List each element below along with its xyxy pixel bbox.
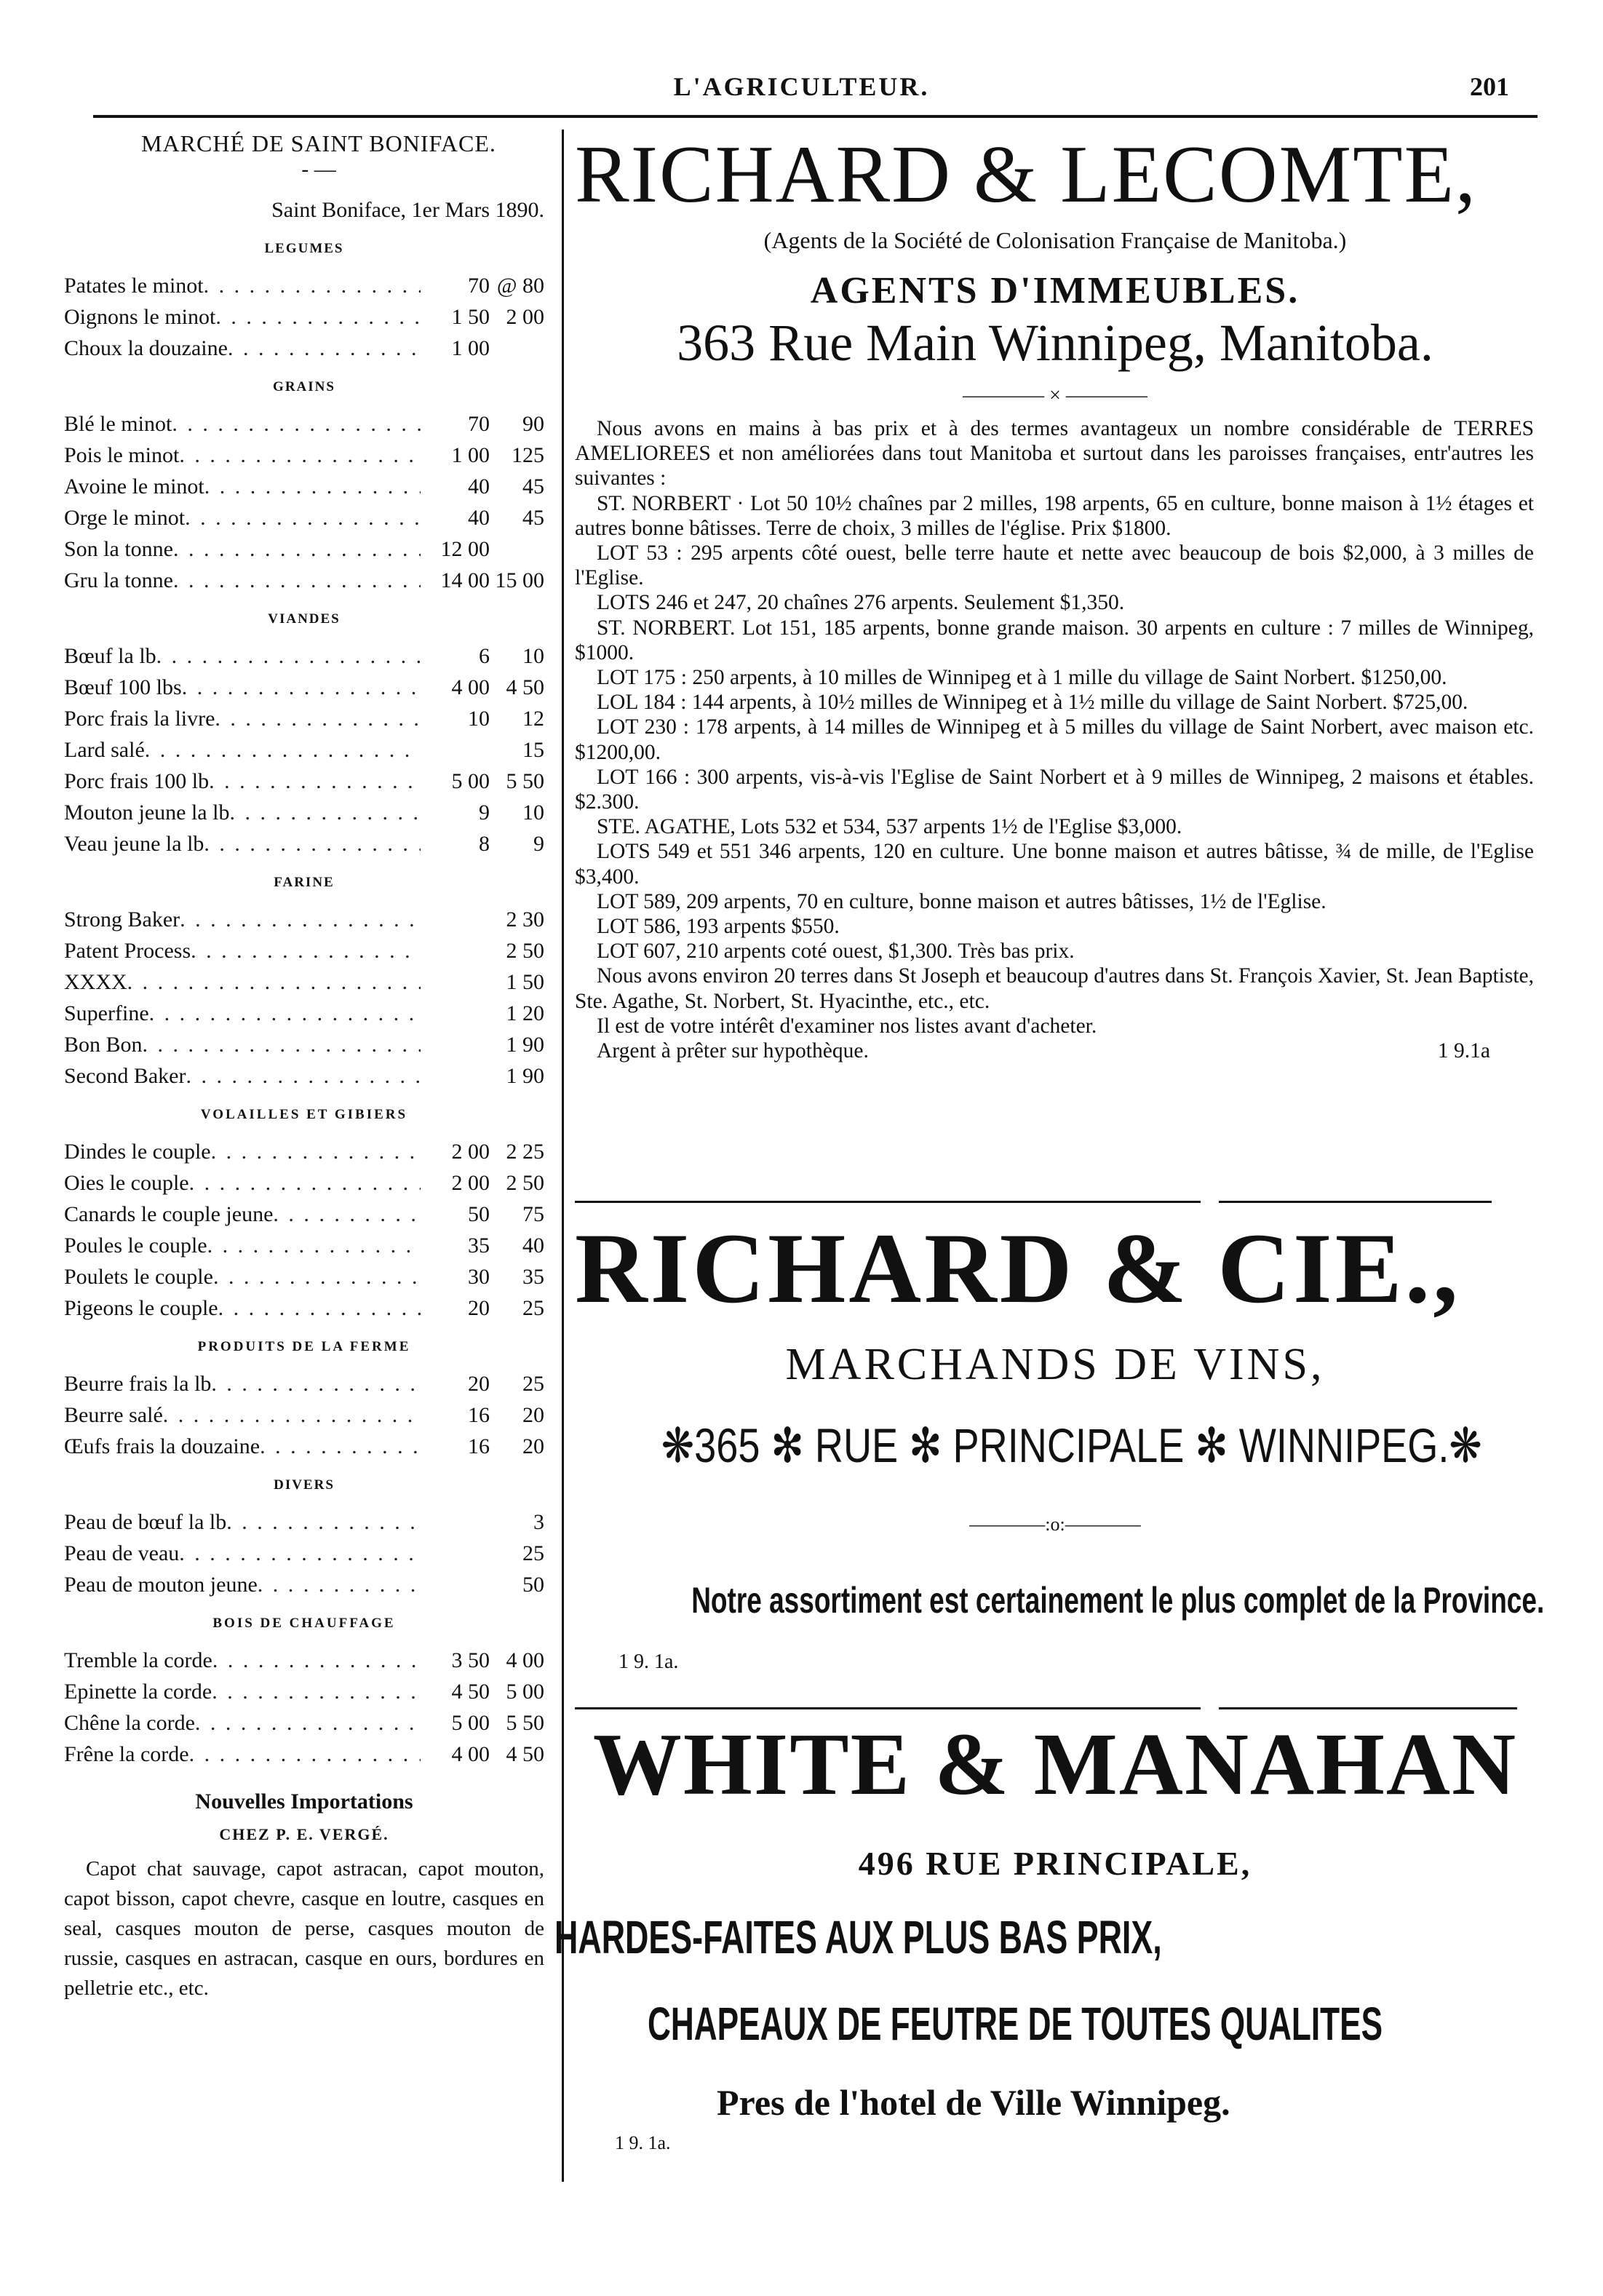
- price-low: 35: [468, 1234, 490, 1258]
- price-row: [64, 1707, 544, 1739]
- leader-dots: [179, 440, 421, 471]
- item-label: Poules le couple: [64, 1234, 207, 1258]
- listing-paragraph: ST. NORBERT. Lot 151, 185 arpents, bonne grande maison. 30 arpents en culture : 7 milles de Winnipeg, $1000.: [575, 616, 1534, 664]
- item-label: Beurre frais la lb: [64, 1372, 212, 1396]
- listing-paragraph: LOT 166 : 300 arpents, vis-à-vis l'Eglise de Saint Norbert et à 9 milles de Winnipeg, 2 maisons et étables. $2.300.: [575, 765, 1534, 814]
- item-label: Orge le minot: [64, 506, 186, 530]
- price-low: 40: [468, 474, 490, 498]
- listing-paragraph: LOT 53 : 295 arpents côté ouest, belle terre haute et nette avec beaucoup de bois $2,000, à 3 milles de l'Eglise.: [575, 541, 1534, 590]
- price-high: 1 20: [506, 1001, 544, 1025]
- price-high: 90: [522, 412, 544, 436]
- section-heading: BOIS DE CHAUFFAGE: [212, 1616, 396, 1631]
- price-high: 2 50: [506, 1171, 544, 1195]
- ad-separator: ————:o:————: [969, 1514, 1141, 1535]
- price-high: 2 50: [506, 939, 544, 963]
- price-row: [64, 408, 544, 440]
- item-label: Lard salé: [64, 738, 145, 762]
- ad-separator: ———— × ————: [963, 384, 1147, 407]
- price-high: 25: [522, 1372, 544, 1396]
- price-row: [64, 1569, 544, 1600]
- price-row: [64, 1645, 544, 1676]
- imports-subtitle: CHEZ P. E. VERGÉ.: [219, 1825, 389, 1843]
- price-low: 6: [479, 644, 490, 668]
- leader-dots: [211, 1368, 421, 1399]
- price-row: [64, 640, 544, 672]
- price-row: [64, 1739, 544, 1770]
- leader-dots: [127, 966, 421, 998]
- price-low: 16: [468, 1403, 490, 1427]
- ad-reference: 1 9. 1a.: [615, 2132, 671, 2153]
- leader-dots: [195, 1707, 421, 1739]
- price-sections: [64, 233, 544, 1770]
- item-label: XXXX: [64, 970, 127, 994]
- leader-dots: [215, 301, 421, 333]
- price-row: [64, 1399, 544, 1431]
- item-label: Frêne la corde: [64, 1742, 189, 1766]
- market-column: [64, 128, 544, 2003]
- price-row: [64, 828, 544, 859]
- header-rule: [93, 115, 1538, 118]
- price-high: 10: [522, 644, 544, 668]
- price-row: [64, 471, 544, 502]
- listing-paragraph: LOL 184 : 144 arpents, à 10½ milles de Winnipeg et à 1½ mille du village de Saint Norbert. $725,00.: [597, 691, 1468, 715]
- item-label: Second Baker: [64, 1064, 186, 1088]
- leader-dots: [189, 1167, 421, 1199]
- item-label: Blé le minot: [64, 412, 172, 436]
- price-high: 5 00: [506, 1680, 544, 1704]
- price-high: 4 50: [506, 675, 544, 699]
- price-row: [64, 1199, 544, 1230]
- market-dash: - —: [301, 157, 336, 181]
- ad-white-manahan-address: 496 RUE PRINCIPALE,: [858, 1845, 1252, 1882]
- price-low: 1 50: [451, 305, 490, 329]
- listing-paragraph: LOT 589, 209 arpents, 70 en culture, bonne maison et autres bâtisses, 1½ de l'Eglise.: [597, 889, 1326, 913]
- leader-dots: [273, 1199, 421, 1230]
- price-high: 75: [522, 1202, 544, 1226]
- item-label: Superfine: [64, 1001, 149, 1025]
- price-low: 70: [468, 274, 490, 298]
- price-high: 1 90: [506, 1064, 544, 1088]
- item-label: Son la tonne: [64, 537, 173, 561]
- item-label: Porc frais la livre: [64, 707, 215, 731]
- leader-dots: [149, 998, 421, 1029]
- price-high: 20: [522, 1434, 544, 1458]
- price-high: 2 25: [506, 1140, 544, 1164]
- item-label: Chêne la corde: [64, 1711, 195, 1735]
- price-low: 40: [468, 506, 490, 530]
- price-row: [64, 1136, 544, 1167]
- section-heading: LEGUMES: [264, 241, 344, 256]
- section-heading: VOLAILLES ET GIBIERS: [200, 1107, 408, 1122]
- section-heading: DIVERS: [274, 1477, 335, 1493]
- item-label: Oies le couple: [64, 1171, 189, 1195]
- price-low: 4 00: [451, 675, 490, 699]
- item-label: Porc frais 100 lb: [64, 769, 210, 793]
- ad-richard-cie-title: RICHARD & CIE.,: [575, 1212, 1461, 1324]
- price-high: 2 30: [506, 907, 544, 931]
- price-row: [64, 1506, 544, 1538]
- ad-listings: [575, 416, 1534, 1038]
- price-low: 3 50: [451, 1648, 490, 1672]
- leader-dots: [204, 471, 421, 502]
- column-divider: [562, 130, 564, 2182]
- leader-dots: [156, 640, 421, 672]
- price-low: 5 00: [451, 769, 490, 793]
- item-label: Dindes le couple: [64, 1140, 211, 1164]
- price-row: [64, 1538, 544, 1569]
- item-label: Bœuf la lb: [64, 644, 156, 668]
- price-high: @ 80: [496, 274, 544, 298]
- ad-richard-lecomte-address: 363 Rue Main Winnipeg, Manitoba.: [677, 314, 1433, 372]
- market-date: Saint Boniface, 1er Mars 1890.: [271, 198, 544, 222]
- item-label: Bœuf 100 lbs: [64, 675, 182, 699]
- price-row: [64, 935, 544, 966]
- price-row: [64, 1029, 544, 1060]
- price-high: 9: [533, 832, 544, 856]
- price-high: 125: [512, 443, 544, 467]
- leader-dots: [173, 565, 421, 596]
- price-low: 2 00: [451, 1171, 490, 1195]
- ad-white-manahan-line2: CHAPEAUX DE FEUTRE DE TOUTES QUALITES: [648, 1998, 1383, 2050]
- leader-dots: [215, 703, 421, 734]
- price-low: 20: [468, 1296, 490, 1320]
- leader-dots: [212, 1676, 421, 1707]
- price-high: 45: [522, 506, 544, 530]
- listing-paragraph: LOTS 246 et 247, 20 chaînes 276 arpents. Seulement $1,350.: [597, 591, 1125, 615]
- price-high: 15 00: [495, 568, 544, 592]
- leader-dots: [228, 333, 421, 364]
- listing-paragraph: Nous avons environ 20 terres dans St Joseph et beaucoup d'autres dans St. François Xavier, St. Jean Baptiste, Ste. Agathe, St. Norbert, St. Hyacinthe, etc., etc.: [575, 964, 1534, 1013]
- leader-dots: [189, 1739, 421, 1770]
- leader-dots: [209, 766, 421, 797]
- price-low: 14 00: [440, 568, 490, 592]
- price-high: 50: [522, 1573, 544, 1597]
- ad-rule: [575, 1707, 1201, 1709]
- price-row: [64, 797, 544, 828]
- price-low: 10: [468, 707, 490, 731]
- item-label: Peau de bœuf la lb: [64, 1510, 227, 1534]
- price-low: 1 00: [451, 336, 490, 360]
- item-label: Veau jeune la lb: [64, 832, 204, 856]
- price-row: [64, 1167, 544, 1199]
- ad-rule: [575, 1201, 1201, 1203]
- ad-white-manahan-line3: Pres de l'hotel de Ville Winnipeg.: [717, 2082, 1230, 2123]
- price-row: [64, 1292, 544, 1324]
- leader-dots: [145, 734, 421, 766]
- leader-dots: [185, 502, 421, 533]
- item-label: Bon Bon: [64, 1033, 143, 1057]
- price-high: 20: [522, 1403, 544, 1427]
- price-row: [64, 333, 544, 364]
- item-label: Poulets le couple: [64, 1265, 213, 1289]
- listing-paragraph: ST. NORBERT · Lot 50 10½ chaînes par 2 milles, 198 arpents, 65 en culture, bonne maison à 1½ étages et autres bonne bâtisses. Terre de choix, 3 milles de l'église. Prix $1800.: [575, 491, 1534, 540]
- price-row: [64, 1676, 544, 1707]
- price-high: 15: [522, 738, 544, 762]
- leader-dots: [182, 672, 421, 703]
- item-label: Mouton jeune la lb: [64, 801, 230, 825]
- price-low: 1 00: [451, 443, 490, 467]
- price-high: 25: [522, 1541, 544, 1565]
- price-row: [64, 966, 544, 998]
- leader-dots: [204, 270, 421, 301]
- price-low: 12 00: [440, 537, 490, 561]
- price-high: 5 50: [506, 1711, 544, 1735]
- price-high: 3: [533, 1510, 544, 1534]
- item-label: Patent Process: [64, 939, 191, 963]
- leader-dots: [226, 1506, 421, 1538]
- price-row: [64, 1368, 544, 1399]
- leader-dots: [186, 1060, 421, 1092]
- price-row: [64, 734, 544, 766]
- price-low: 8: [479, 832, 490, 856]
- leader-dots: [163, 1399, 421, 1431]
- price-row: [64, 904, 544, 935]
- ad-richard-lecomte-body: [575, 416, 1534, 1063]
- leader-dots: [173, 533, 421, 565]
- price-high: 4 00: [506, 1648, 544, 1672]
- price-high: 25: [522, 1296, 544, 1320]
- listing-paragraph: LOT 607, 210 arpents coté ouest, $1,300. Très bas prix.: [597, 940, 1075, 964]
- leader-dots: [172, 408, 421, 440]
- price-high: 45: [522, 474, 544, 498]
- leader-dots: [218, 1292, 421, 1324]
- ad-richard-lecomte-heading: AGENTS D'IMMEUBLES.: [810, 270, 1300, 311]
- price-low: 16: [468, 1434, 490, 1458]
- ad-reference: 1 9. 1a.: [618, 1651, 679, 1673]
- price-low: 4 00: [451, 1742, 490, 1766]
- price-row: [64, 301, 544, 333]
- imports-title: Nouvelles Importations: [195, 1789, 413, 1814]
- item-label: Œufs frais la douzaine: [64, 1434, 260, 1458]
- ad-footer-line: [575, 1038, 1534, 1063]
- listing-paragraph: STE. AGATHE, Lots 532 et 534, 537 arpents 1½ de l'Eglise $3,000.: [597, 815, 1182, 839]
- price-high: 1 50: [506, 970, 544, 994]
- price-low: 30: [468, 1265, 490, 1289]
- leader-dots: [258, 1569, 421, 1600]
- leader-dots: [260, 1431, 421, 1462]
- price-row: [64, 1060, 544, 1092]
- item-label: Peau de mouton jeune: [64, 1573, 258, 1597]
- price-low: 5 00: [451, 1711, 490, 1735]
- leader-dots: [191, 935, 421, 966]
- leader-dots: [212, 1645, 421, 1676]
- leader-dots: [207, 1230, 421, 1261]
- price-row: [64, 1261, 544, 1292]
- ad-richard-cie-address: ❋365 ✻ RUE ✻ PRINCIPALE ✻ WINNIPEG.❋: [661, 1418, 1482, 1472]
- listing-paragraph: Il est de votre intérêt d'examiner nos listes avant d'acheter.: [597, 1014, 1097, 1038]
- imports-body: Capot chat sauvage, capot astracan, capot mouton, capot bisson, capot chevre, casque en loutre, casques en seal, casques mouton de perse, casques mouton de russie, casques en astracan, casque en ours, bordures en pelletrie etc., etc.: [64, 1857, 544, 2000]
- price-high: 2 00: [506, 305, 544, 329]
- listing-paragraph: LOT 175 : 250 arpents, à 10 milles de Winnipeg et à 1 mille du village de Saint Norbert. $1250,00.: [597, 666, 1447, 690]
- item-label: Epinette la corde: [64, 1680, 212, 1704]
- section-heading: VIANDES: [268, 611, 341, 627]
- leader-dots: [204, 828, 421, 859]
- leader-dots: [213, 1261, 421, 1292]
- price-row: [64, 766, 544, 797]
- ad-white-manahan-line1: HARDES-FAITES AUX PLUS BAS PRIX,: [554, 1911, 1162, 1963]
- ad-white-manahan-title: WHITE & MANAHAN: [592, 1715, 1518, 1814]
- item-label: Canards le couple jeune: [64, 1202, 274, 1226]
- price-low: 50: [468, 1202, 490, 1226]
- ad-rule: [1219, 1707, 1517, 1709]
- price-low: 9: [479, 801, 490, 825]
- price-row: [64, 703, 544, 734]
- price-low: 20: [468, 1372, 490, 1396]
- price-low: 2 00: [451, 1140, 490, 1164]
- price-row: [64, 270, 544, 301]
- section-heading: GRAINS: [273, 379, 335, 394]
- listing-paragraph: LOTS 549 et 551 346 arpents, 120 en culture. Une bonne maison et autres bâtisse, ¾ de mille, de l'Eglise $3,400.: [575, 840, 1534, 889]
- leader-dots: [179, 1538, 421, 1569]
- price-high: 1 90: [506, 1033, 544, 1057]
- item-label: Strong Baker: [64, 907, 180, 931]
- listing-paragraph: Nous avons en mains à bas prix et à des termes avantageux un nombre considérable de TERRES AMELIOREES et non améliorées dans tout Manitoba et surtout dans les paroisses françaises, entr'autres les suivantes :: [575, 417, 1534, 490]
- ad-rule: [1219, 1201, 1492, 1203]
- item-label: Gru la tonne: [64, 568, 173, 592]
- section-heading: FARINE: [274, 875, 335, 890]
- ad-reference: 1 9.1a: [1437, 1039, 1490, 1063]
- item-label: Pigeons le couple: [64, 1296, 218, 1320]
- ad-richard-cie-subtitle: MARCHANDS DE VINS,: [785, 1340, 1325, 1389]
- price-low: 70: [468, 412, 490, 436]
- listing-paragraph: LOT 586, 193 arpents $550.: [597, 915, 840, 939]
- price-low: 4 50: [451, 1680, 490, 1704]
- price-high: 4 50: [506, 1742, 544, 1766]
- price-high: 5 50: [506, 769, 544, 793]
- item-label: Beurre salé: [64, 1403, 163, 1427]
- price-row: [64, 440, 544, 471]
- section-heading: PRODUITS DE LA FERME: [197, 1339, 411, 1354]
- listing-paragraph: LOT 230 : 178 arpents, à 14 milles de Winnipeg et à 5 milles du village de Saint Norbert, avec maison etc. $1200,00.: [575, 715, 1534, 764]
- price-row: [64, 998, 544, 1029]
- price-row: [64, 565, 544, 596]
- ad-richard-lecomte-title: RICHARD & LECOMTE,: [575, 130, 1477, 220]
- item-label: Avoine le minot: [64, 474, 204, 498]
- item-label: Choux la douzaine: [64, 336, 228, 360]
- price-row: [64, 672, 544, 703]
- item-label: Oignons le minot: [64, 305, 216, 329]
- price-row: [64, 1431, 544, 1462]
- leader-dots: [180, 904, 421, 935]
- item-label: Peau de veau: [64, 1541, 180, 1565]
- price-high: 12: [522, 707, 544, 731]
- leader-dots: [211, 1136, 421, 1167]
- item-label: Tremble la corde: [64, 1648, 212, 1672]
- leader-dots: [229, 797, 421, 828]
- leader-dots: [143, 1029, 421, 1060]
- running-head: L'AGRICULTEUR.: [673, 72, 930, 101]
- price-row: [64, 533, 544, 565]
- price-high: 35: [522, 1265, 544, 1289]
- item-label: Patates le minot: [64, 274, 204, 298]
- price-high: 10: [522, 801, 544, 825]
- ad-richard-lecomte-subtitle: (Agents de la Société de Colonisation Française de Manitoba.): [763, 227, 1347, 253]
- price-high: 40: [522, 1234, 544, 1258]
- market-title: MARCHÉ DE SAINT BONIFACE.: [141, 130, 496, 156]
- ad-richard-cie-note: Notre assortiment est certainement le plus complet de la Province.: [691, 1580, 1545, 1621]
- price-row: [64, 1230, 544, 1261]
- page-number: 201: [1470, 72, 1509, 101]
- ad-loan-text: Argent à prêter sur hypothèque.: [597, 1039, 869, 1063]
- item-label: Pois le minot: [64, 443, 180, 467]
- price-row: [64, 502, 544, 533]
